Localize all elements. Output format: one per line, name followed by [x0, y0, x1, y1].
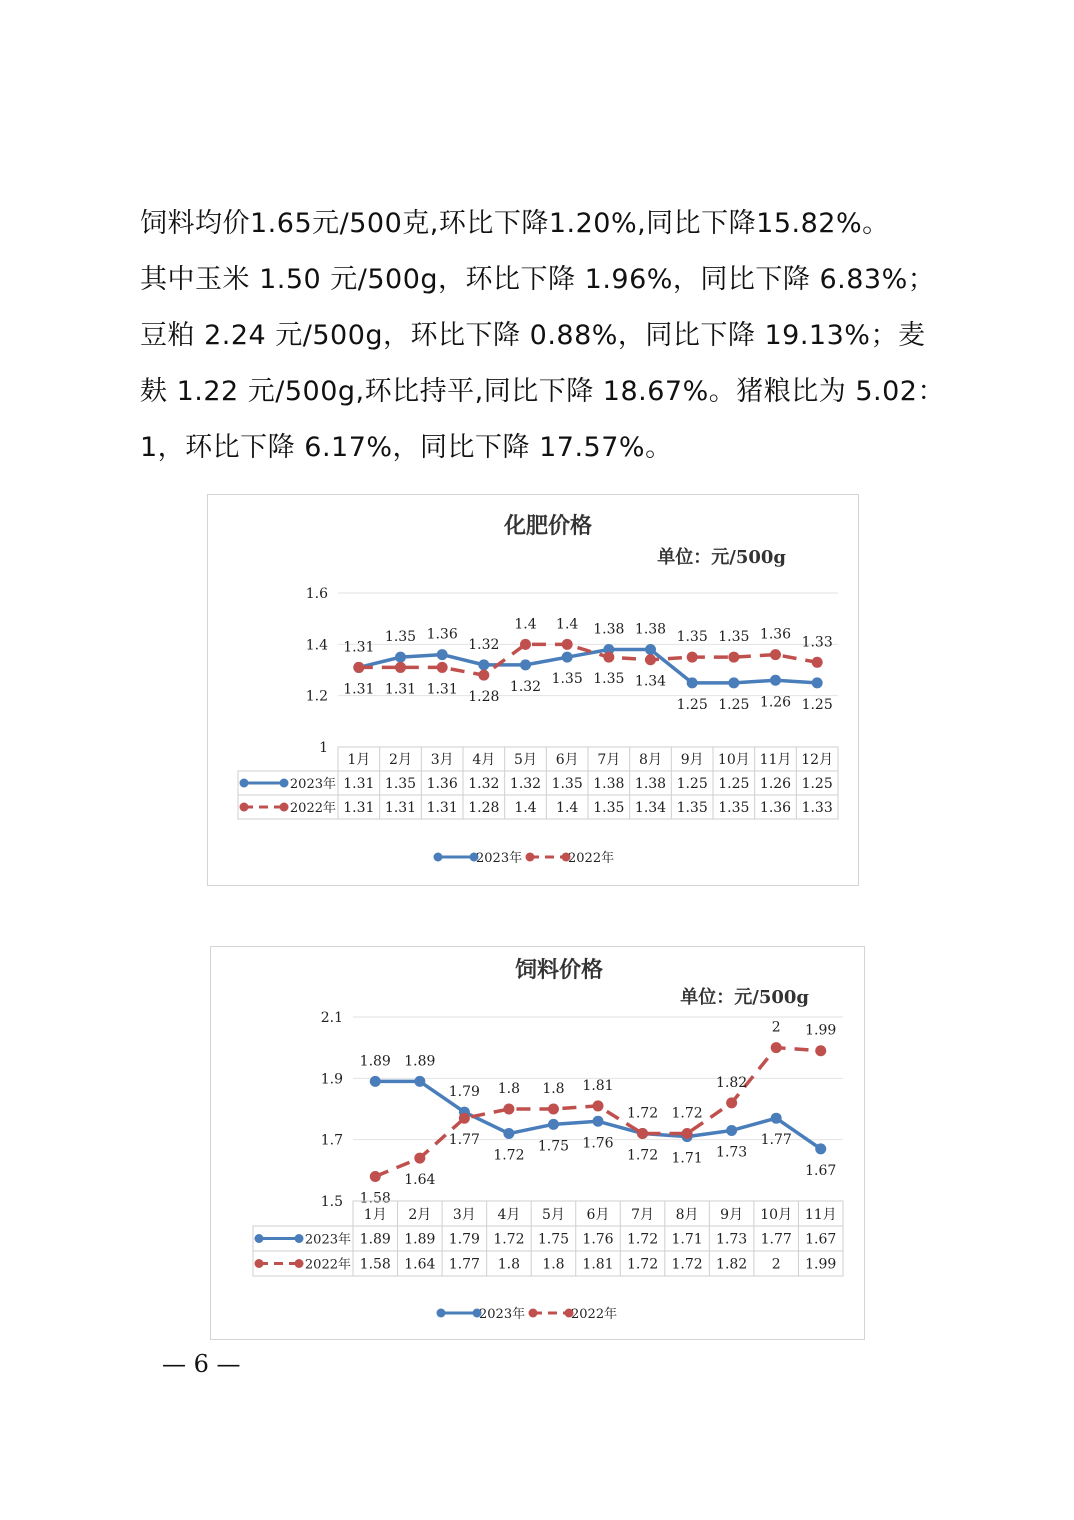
data-point — [812, 677, 823, 688]
table-cell-value: 1.32 — [509, 776, 542, 792]
data-point — [682, 1128, 693, 1139]
table-series-name: 2022年 — [304, 1257, 351, 1273]
data-point — [370, 1171, 381, 1182]
series-line-2022年 — [375, 1048, 820, 1177]
data-point — [728, 677, 739, 688]
data-label: 1.31 — [426, 681, 458, 698]
x-category-label: 7月 — [597, 752, 621, 768]
y-tick-label: 1.4 — [305, 637, 328, 654]
data-point — [503, 1128, 514, 1139]
data-label: 1.31 — [343, 681, 375, 698]
data-point — [459, 1113, 470, 1124]
data-point — [548, 1119, 559, 1130]
data-point — [353, 662, 364, 673]
data-point — [395, 662, 406, 673]
data-label: 1.72 — [493, 1147, 525, 1164]
table-cell-value: 1.8 — [497, 1256, 521, 1273]
fertilizer-chart-svg — [208, 495, 858, 885]
table-cell-value: 1.72 — [493, 1231, 525, 1248]
table-cell-value: 1.31 — [384, 800, 417, 816]
paragraph-line: 其中玉米 1.50 元/500g，环比下降 1.96%，同比下降 6.83%； — [140, 264, 936, 295]
data-label: 1.89 — [404, 1053, 436, 1070]
legend-key-dot — [529, 1309, 538, 1318]
table-cell-value: 1.81 — [582, 1256, 614, 1273]
data-point — [645, 654, 656, 665]
series-line-2022年 — [359, 644, 817, 675]
data-label: 1.25 — [801, 696, 833, 713]
table-cell-value: 1.89 — [359, 1231, 391, 1248]
y-tick-label: 1.7 — [320, 1132, 343, 1149]
table-cell-value: 1.35 — [384, 776, 417, 792]
x-category-label: 4月 — [472, 752, 496, 768]
data-label: 1.35 — [593, 671, 625, 688]
data-label: 1.32 — [509, 678, 542, 695]
data-point — [637, 1128, 648, 1139]
x-category-label: 5月 — [514, 752, 537, 768]
data-label: 1.26 — [759, 694, 792, 711]
data-label: 1.77 — [448, 1132, 480, 1149]
data-point — [520, 659, 531, 670]
y-tick-label: 1.2 — [305, 688, 328, 705]
x-category-label: 3月 — [452, 1207, 476, 1223]
data-point — [414, 1153, 425, 1164]
x-category-label: 8月 — [675, 1207, 699, 1223]
y-tick-label: 1.9 — [320, 1071, 343, 1088]
data-point — [815, 1045, 826, 1056]
table-cell-value: 1.58 — [359, 1256, 391, 1273]
paragraph-line: 饲料均价1.65元/500克,环比下降1.20%,同比下降15.82%。 — [140, 208, 890, 239]
table-legend-key-dot — [295, 1234, 304, 1243]
paragraph-line: 豆粕 2.24 元/500g，环比下降 0.88%，同比下降 19.13%；麦 — [140, 320, 926, 351]
data-point — [593, 1100, 604, 1111]
data-label: 1.67 — [805, 1162, 837, 1179]
data-label: 1.35 — [384, 629, 417, 646]
data-label: 1.28 — [468, 689, 500, 706]
data-label: 1.35 — [551, 671, 583, 688]
data-label: 1.38 — [634, 621, 667, 638]
x-category-label: 9月 — [680, 752, 704, 768]
feed-price-chart — [210, 946, 865, 1340]
data-point — [478, 670, 489, 681]
x-category-label: 1月 — [363, 1207, 387, 1223]
x-category-label: 7月 — [631, 1207, 655, 1223]
data-point — [770, 675, 781, 686]
table-cell-value: 1.35 — [718, 800, 750, 816]
data-label: 1.33 — [801, 634, 833, 651]
data-label: 1.35 — [676, 629, 708, 646]
data-point — [726, 1125, 737, 1136]
table-legend-key-dot — [280, 779, 289, 788]
data-point — [771, 1113, 782, 1124]
table-cell-value: 1.72 — [626, 1256, 659, 1273]
body-paragraph — [140, 196, 950, 476]
table-cell-value: 1.36 — [759, 800, 792, 816]
data-point — [414, 1076, 425, 1087]
data-point — [548, 1104, 559, 1115]
table-cell-value: 2 — [771, 1256, 781, 1273]
table-cell-value: 1.38 — [634, 776, 667, 792]
x-category-label: 3月 — [430, 752, 454, 768]
data-label: 1.38 — [593, 621, 625, 638]
table-cell-value: 1.75 — [537, 1231, 570, 1248]
paragraph-line: 麸 1.22 元/500g,环比持平,同比下降 18.67%。猪粮比为 5.02： — [140, 376, 945, 407]
legend-label: 2022年 — [571, 1307, 618, 1322]
table-cell-value: 1.35 — [676, 800, 708, 816]
table-cell-value: 1.64 — [404, 1256, 436, 1273]
y-tick-label: 1.6 — [305, 586, 328, 602]
data-label: 1.77 — [760, 1132, 792, 1149]
x-category-label: 8月 — [639, 752, 662, 768]
data-label: 1.36 — [426, 626, 458, 643]
x-category-label: 5月 — [541, 1207, 565, 1223]
data-label: 1.25 — [676, 696, 708, 713]
data-label: 1.81 — [582, 1077, 614, 1094]
y-tick-label: 1.5 — [320, 1194, 343, 1210]
x-category-label: 10月 — [717, 752, 750, 768]
data-label: 1.4 — [514, 616, 537, 633]
data-label: 1.75 — [537, 1138, 570, 1155]
table-legend-key-dot — [255, 1259, 264, 1268]
chart-unit-label: 单位：元/500g — [680, 987, 809, 1008]
data-point — [771, 1042, 782, 1053]
table-cell-value: 1.4 — [556, 800, 579, 816]
table-cell-value: 1.72 — [626, 1231, 659, 1248]
data-point — [593, 1116, 604, 1127]
data-point — [520, 639, 531, 650]
table-cell-value: 1.25 — [676, 776, 708, 792]
table-series-name: 2022年 — [289, 801, 336, 816]
data-point — [478, 659, 489, 670]
data-label: 1.34 — [634, 673, 667, 690]
table-cell-value: 1.35 — [551, 776, 583, 792]
table-cell-value: 1.89 — [404, 1231, 436, 1248]
table-cell-value: 1.38 — [593, 776, 625, 792]
data-label: 1.89 — [359, 1053, 391, 1070]
data-label: 1.72 — [671, 1105, 703, 1122]
table-cell-value: 1.67 — [805, 1231, 837, 1248]
data-label: 1.8 — [542, 1081, 565, 1097]
table-cell-value: 1.99 — [805, 1256, 837, 1273]
legend-key-dot — [526, 853, 535, 862]
table-cell-value: 1.79 — [448, 1231, 480, 1248]
x-category-label: 4月 — [497, 1207, 521, 1223]
legend-label: 2023年 — [479, 1307, 526, 1322]
y-tick-label: 2.1 — [320, 1010, 343, 1026]
data-label: 1.71 — [671, 1150, 703, 1167]
data-label: 1.32 — [468, 636, 500, 653]
table-cell-value: 1.31 — [426, 800, 458, 816]
table-cell-value: 1.25 — [801, 776, 833, 792]
data-label: 1.64 — [404, 1172, 436, 1189]
paragraph-line: 1，环比下降 6.17%，同比下降 17.57%。 — [140, 432, 673, 463]
data-label: 1.58 — [359, 1190, 391, 1207]
x-category-label: 2月 — [389, 752, 412, 768]
data-label: 1.79 — [448, 1084, 480, 1101]
legend-label: 2023年 — [476, 851, 523, 866]
table-legend-key-dot — [295, 1259, 304, 1268]
data-point — [395, 652, 406, 663]
data-label: 1.72 — [626, 1147, 659, 1164]
x-category-label: 9月 — [720, 1207, 744, 1223]
data-label: 1.36 — [759, 626, 792, 643]
data-point — [728, 652, 739, 663]
data-label: 1.76 — [582, 1135, 614, 1152]
x-category-label: 12月 — [801, 752, 834, 768]
fertilizer-price-chart — [207, 494, 859, 886]
legend-label: 2022年 — [568, 851, 615, 866]
table-cell-value: 1.33 — [801, 800, 833, 816]
x-category-label: 2月 — [408, 1207, 432, 1223]
table-cell-value: 1.34 — [634, 800, 667, 816]
table-legend-key-dot — [240, 803, 249, 812]
table-legend-key-dot — [255, 1234, 264, 1243]
data-label: 1.8 — [497, 1081, 521, 1097]
x-category-label: 6月 — [555, 752, 579, 768]
table-legend-key-dot — [280, 803, 289, 812]
x-category-label: 6月 — [586, 1207, 610, 1223]
x-category-label: 11月 — [804, 1207, 837, 1223]
table-series-name: 2023年 — [289, 777, 336, 792]
chart-title: 化肥价格 — [503, 513, 593, 539]
table-cell-value: 1.32 — [468, 776, 500, 792]
data-label: 2 — [771, 1019, 781, 1036]
data-point — [503, 1104, 514, 1115]
table-cell-value: 1.26 — [759, 776, 792, 792]
table-cell-value: 1.76 — [582, 1231, 614, 1248]
chart-title: 饲料价格 — [514, 957, 604, 983]
table-legend-key-dot — [240, 779, 249, 788]
data-point — [726, 1097, 737, 1108]
table-cell-value: 1.35 — [593, 800, 625, 816]
data-label: 1.4 — [556, 616, 579, 633]
table-cell-value: 1.72 — [671, 1256, 703, 1273]
table-cell-value: 1.77 — [760, 1231, 792, 1248]
data-point — [687, 652, 698, 663]
data-label: 1.99 — [805, 1022, 837, 1039]
data-point — [815, 1143, 826, 1154]
data-point — [812, 657, 823, 668]
data-point — [687, 677, 698, 688]
table-cell-value: 1.77 — [448, 1256, 480, 1273]
data-label: 1.72 — [626, 1105, 659, 1122]
table-cell-value: 1.8 — [542, 1256, 565, 1273]
series-line-2023年 — [359, 649, 817, 682]
table-cell-value: 1.82 — [716, 1256, 748, 1273]
data-label: 1.31 — [384, 681, 417, 698]
table-cell-value: 1.36 — [426, 776, 458, 792]
data-label: 1.25 — [718, 696, 750, 713]
data-label: 1.31 — [343, 639, 375, 656]
table-cell-value: 1.73 — [716, 1231, 748, 1248]
data-point — [370, 1076, 381, 1087]
data-label: 1.82 — [716, 1074, 748, 1091]
data-label: 1.73 — [716, 1144, 748, 1161]
x-category-label: 11月 — [759, 752, 792, 768]
chart-unit-label: 单位：元/500g — [657, 547, 786, 568]
legend-key-dot — [437, 1309, 446, 1318]
y-tick-label: 1 — [319, 740, 328, 756]
data-point — [603, 652, 614, 663]
data-point — [562, 652, 573, 663]
data-point — [770, 649, 781, 660]
x-category-label: 1月 — [347, 752, 371, 768]
data-point — [437, 662, 448, 673]
data-label: 1.35 — [718, 629, 750, 646]
table-cell-value: 1.71 — [671, 1231, 703, 1248]
table-cell-value: 1.31 — [343, 800, 375, 816]
table-cell-value: 1.28 — [468, 800, 500, 816]
table-cell-value: 1.25 — [718, 776, 750, 792]
table-series-name: 2023年 — [304, 1232, 351, 1248]
data-point — [645, 644, 656, 655]
x-category-label: 10月 — [760, 1207, 793, 1223]
table-cell-value: 1.31 — [343, 776, 375, 792]
page-number: — 6 — — [162, 1350, 241, 1378]
data-point — [437, 649, 448, 660]
feed-chart-svg — [211, 947, 864, 1339]
table-cell-value: 1.4 — [514, 800, 537, 816]
legend-key-dot — [434, 853, 443, 862]
data-point — [562, 639, 573, 650]
